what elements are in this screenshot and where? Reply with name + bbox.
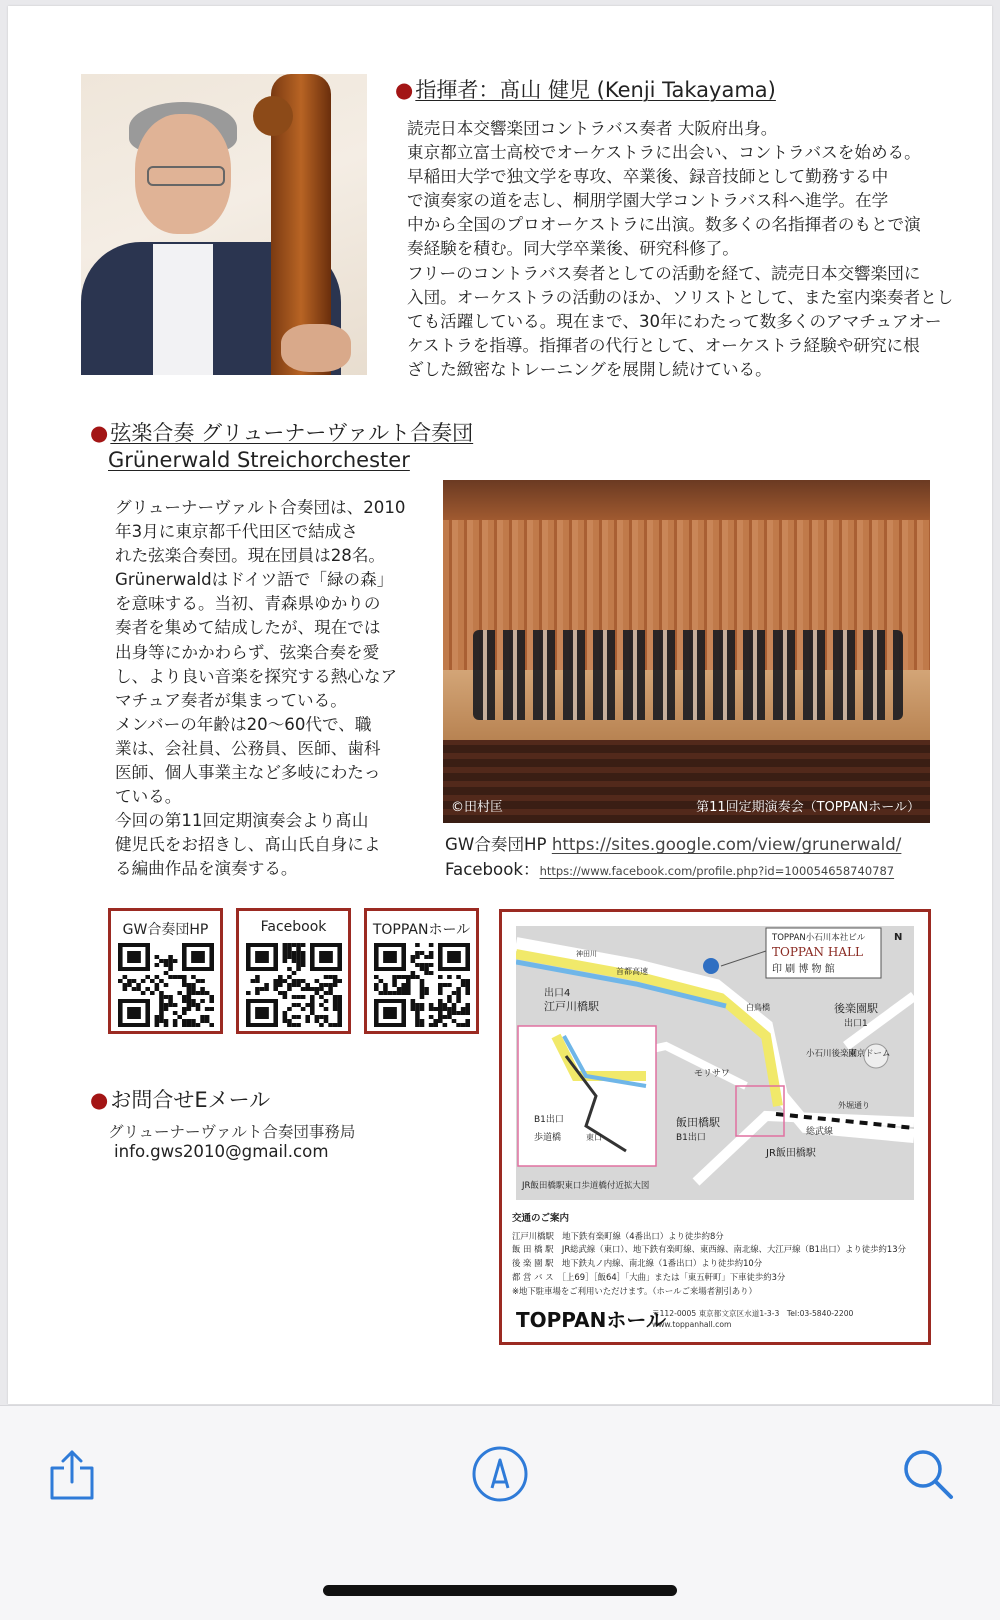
search-button[interactable] — [898, 1444, 958, 1504]
map-svg — [516, 926, 914, 1200]
svg-text:歩道橋: 歩道橋 — [534, 1133, 562, 1143]
hp-label: GW合奏団HP — [445, 835, 547, 854]
conductor-photo — [81, 74, 367, 375]
markup-button[interactable] — [470, 1444, 530, 1504]
svg-text:モリサワ: モリサワ — [694, 1069, 730, 1079]
qr-code-icon — [374, 943, 470, 1027]
svg-text:首都高速: 首都高速 — [616, 967, 648, 976]
map-label-building: TOPPAN小石川本社ビル — [772, 933, 866, 943]
contact-org: グリューナーヴァルト合奏団事務局 — [108, 1123, 356, 1141]
document-page — [8, 6, 992, 1404]
map-label-museum: 印 刷 博 物 館 — [772, 964, 835, 975]
svg-text:東口: 東口 — [586, 1133, 602, 1142]
bullet-icon: ● — [90, 1088, 109, 1112]
markup-icon — [470, 1444, 530, 1504]
share-icon — [42, 1444, 102, 1504]
orchestra-description: グリューナーヴァルト合奏団は、2010 年3月に東京都千代田区で結成さ れた弦楽合奏団。現在団員は28名。 Grünerwaldはドイツ語で「緑の森」 を意味する。当初、青森県ゆかりの 奏者を集めて結成したが、現在では 出身等にかかわらず、弦楽合奏を愛 し、より良い音楽を探究する熱心なア マチュア奏者が集まっている。 メンバーの年齢は20〜60代で、職 業は、会社員、公務員、医師、歯科 医師、個人事業主など多岐にわたっ ている。 今回の第11回定期演奏会より髙山 健児氏をお招きし、髙山氏自身によ る編曲作品を演奏する。 — [115, 498, 406, 879]
search-icon — [898, 1444, 958, 1504]
links-block — [445, 832, 901, 884]
svg-text:小石川後楽園: 小石川後楽園 — [806, 1049, 858, 1059]
map-label-hall: TOPPAN HALL — [772, 945, 863, 959]
bullet-icon: ● — [90, 421, 109, 445]
home-indicator[interactable] — [323, 1585, 677, 1596]
svg-text:出口1: 出口1 — [844, 1019, 868, 1029]
qr-code-icon — [118, 943, 214, 1027]
hall-logo: TOPPANホール — [516, 1308, 666, 1332]
access-map — [499, 909, 931, 1345]
conductor-bio: 読売日本交響楽団コントラバス奏者 大阪府出身。 東京都立富士高校でオーケストラに出会い、コントラバスを始める。 早稲田大学で独文学を専攻、卒業後、録音技師として勤務する中 で演奏家の道を志し、桐朋学園大学コントラバス科へ進学。在学 中から全国のプロオーケストラに出演。数多くの名指揮者のもとで演 奏経験を積む。同大学卒業後、研究科修了。 フリーのコントラバス奏者としての活動を経て、読売日本交響楽団に 入団。オーケストラの活動のほか、ソリストとして、また室内楽奏者とし ても活躍している。現在まで、30年にわたって数多くのアマチュアオー ケストラを指導。指揮者の代行として、オーケストラ経験や研究に根 ざした緻密なトレーニングを展開し続けている。 — [407, 119, 954, 379]
svg-text:後楽園駅: 後楽園駅 — [834, 1002, 878, 1015]
hp-link[interactable]: https://sites.google.com/view/grunerwald/ — [551, 835, 902, 854]
north-icon: N — [894, 932, 903, 943]
svg-text:JR飯田橋駅東口歩道橋付近拡大図: JR飯田橋駅東口歩道橋付近拡大図 — [522, 1181, 650, 1191]
bullet-icon: ● — [395, 78, 414, 102]
svg-text:神田川: 神田川 — [576, 950, 597, 958]
conductor-heading: ●指揮者：髙山 健児 (Kenji Takayama) — [395, 78, 776, 102]
qr-card-facebook[interactable]: Facebook — [236, 908, 351, 1034]
svg-text:江戸川橋駅: 江戸川橋駅 — [544, 1000, 599, 1013]
contact-heading: ●お問合せEメール — [90, 1088, 271, 1112]
hall-address: 〒112-0005 東京都文京区水道1-3-3 Tel:03-5840-2200 www.toppanhall.com — [652, 1309, 854, 1329]
svg-text:飯田橋駅: 飯田橋駅 — [676, 1116, 720, 1129]
contact-email[interactable]: info.gws2010@gmail.com — [114, 1142, 329, 1161]
photo-credit: ©田村匡 — [451, 800, 504, 815]
svg-text:B1出口: B1出口 — [534, 1115, 564, 1125]
svg-text:外堀通り: 外堀通り — [838, 1101, 870, 1110]
qr-code-icon — [246, 943, 342, 1027]
svg-text:白鳥橋: 白鳥橋 — [746, 1003, 770, 1012]
facebook-link[interactable]: https://www.facebook.com/profile.php?id=100054658740787 — [539, 864, 895, 878]
share-button[interactable] — [42, 1444, 102, 1504]
svg-text:B1出口: B1出口 — [676, 1133, 706, 1143]
orchestra-heading: ●弦楽合奏 グリューナーヴァルト合奏団 Grünerwald Streichorchester — [90, 421, 474, 472]
photo-caption: 第11回定期演奏会（TOPPANホール） — [696, 800, 920, 815]
svg-text:東京ドーム: 東京ドーム — [848, 1049, 891, 1059]
map-illustration — [516, 926, 914, 1200]
qr-card-toppan[interactable]: TOPPANホール — [364, 908, 479, 1034]
svg-text:出口4: 出口4 — [544, 988, 571, 999]
qr-card-hp[interactable]: GW合奏団HP — [108, 908, 223, 1034]
access-info: 交通のご案内 江戸川橋駅 地下鉄有楽町線（4番出口）より徒歩約8分 飯 田 橋 駅 JR総武線（東口）、地下鉄有楽町線、東西線、南北線、大江戸線（B1出口）より徒歩約13分 後 楽 園 駅 地下鉄丸ノ内線、南北線（1番出口）より徒歩約10分 都 営 バ ス ［上69］［飯64］「大曲」または「東五軒町」下車徒歩約3分 ※地下駐車場をご利用いただけます。（ホールご来場者割引あり） — [512, 1213, 906, 1296]
orchestra-photo — [443, 480, 930, 823]
facebook-label: Facebook： — [445, 860, 540, 879]
svg-text:JR飯田橋駅: JR飯田橋駅 — [766, 1148, 816, 1159]
svg-text:総武線: 総武線 — [806, 1127, 834, 1137]
